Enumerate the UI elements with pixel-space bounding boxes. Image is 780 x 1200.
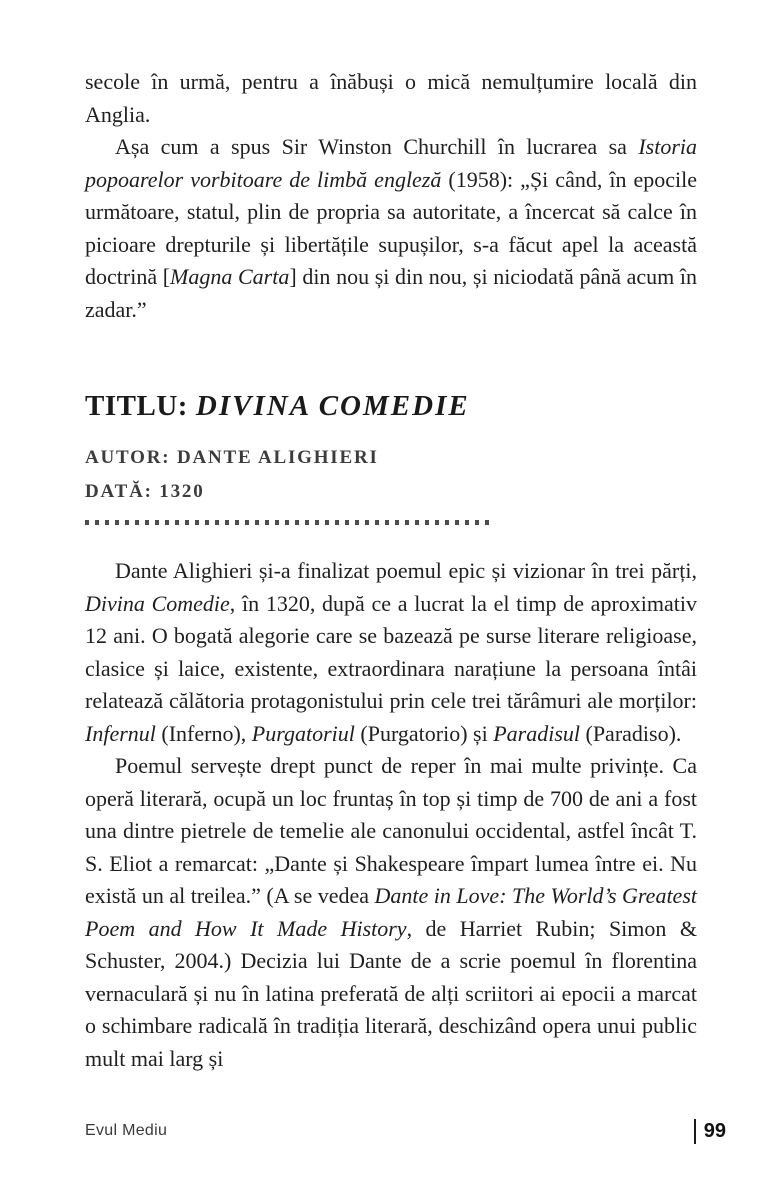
footer-divider bbox=[694, 1119, 696, 1144]
entry-author: AUTOR: DANTE ALIGHIERI bbox=[85, 447, 379, 468]
paragraph-legacy bbox=[85, 750, 697, 1075]
work-title-italic: Magna Carta bbox=[170, 264, 290, 289]
paragraph-text: Așa cum a spus Sir Winston Churchill în lucrarea sa bbox=[115, 134, 639, 159]
paragraph-text: Poemul servește drept punct de reper în mai multe privințe. Ca operă literară, ocupă un loc fruntaș în top și timp de 700 de ani a fost una dintre pietrele de temelie ale canonului occidental, astfel încât T. S. Eliot a remarcat: „Dante și Shakespeare împart lumea între ei. Nu există un al treilea.” (A se vedea bbox=[85, 753, 697, 908]
work-title-italic: Divina Comedie bbox=[85, 590, 230, 616]
paragraph-divina-comedie-overview bbox=[85, 555, 697, 750]
paragraph-text: (Paradiso). bbox=[580, 720, 682, 746]
entry-title-value: DIVINA COMEDIE bbox=[195, 390, 470, 422]
paragraph-text: (Purgatorio) și bbox=[354, 720, 494, 746]
folio bbox=[694, 1119, 726, 1144]
paragraph-text: , în 1320, după ce a lucrat la el timp de aproximativ 12 ani. O bogată alegorie care se bazează pe surse literare religioase, clasice și laice, existente, extraordinara narațiune la persoana întâi relatează călătoria protagonistului prin cele trei tărâmuri ale morților: bbox=[85, 590, 697, 713]
paragraph-text: (1958): „Și când, în epocile următoare, statul, plin de propria sa autoritate, a încercat să calce în picioare drepturile și libertățile supușilor, s-a făcut apel la această doctrină [ bbox=[85, 166, 697, 289]
text-column bbox=[85, 66, 697, 1075]
work-title-italic: Infernul bbox=[85, 720, 156, 746]
entry-title bbox=[85, 392, 697, 421]
entry-header bbox=[85, 392, 697, 525]
paragraph-text: ] din nou și din nou, și niciodată până acum în zadar.” bbox=[85, 264, 697, 322]
paragraph-churchill-quote bbox=[85, 131, 697, 326]
book-title-italic: Dante in Love: The World’s Greatest Poem and How It Made History bbox=[85, 883, 697, 941]
work-title-italic: Purgatoriul bbox=[251, 720, 355, 746]
paragraph-text: Dante Alighieri și-a finalizat poemul epic și vizionar în trei părți, bbox=[115, 558, 697, 583]
entry-date: DATĂ: 1320 bbox=[85, 481, 205, 502]
dotted-separator bbox=[85, 520, 491, 525]
paragraph-text: (Inferno), bbox=[155, 720, 252, 746]
paragraph-text: , de Harriet Rubin; Simon & Schuster, 2004.) Decizia lui Dante de a scrie poemul în florentina vernaculară și nu în latina preferată de alți scriitori ai epocii a marcat o schimbare radicală în tradiția literară, deschizând opera unui public mult mai larg și bbox=[85, 915, 697, 1071]
book-title-italic: Istoria popoarelor vorbitoare de limbă engleză bbox=[85, 134, 697, 192]
paragraph-continuation bbox=[85, 66, 697, 131]
page-number: 99 bbox=[703, 1119, 726, 1142]
entry-title-label: TITLU: bbox=[85, 390, 188, 422]
paragraph-text: secole în urmă, pentru a înăbuși o mică nemulțumire locală din Anglia. bbox=[85, 69, 697, 127]
page-footer bbox=[85, 1116, 726, 1146]
work-title-italic: Paradisul bbox=[493, 720, 580, 746]
running-footer-label: Evul Mediu bbox=[85, 1122, 168, 1139]
